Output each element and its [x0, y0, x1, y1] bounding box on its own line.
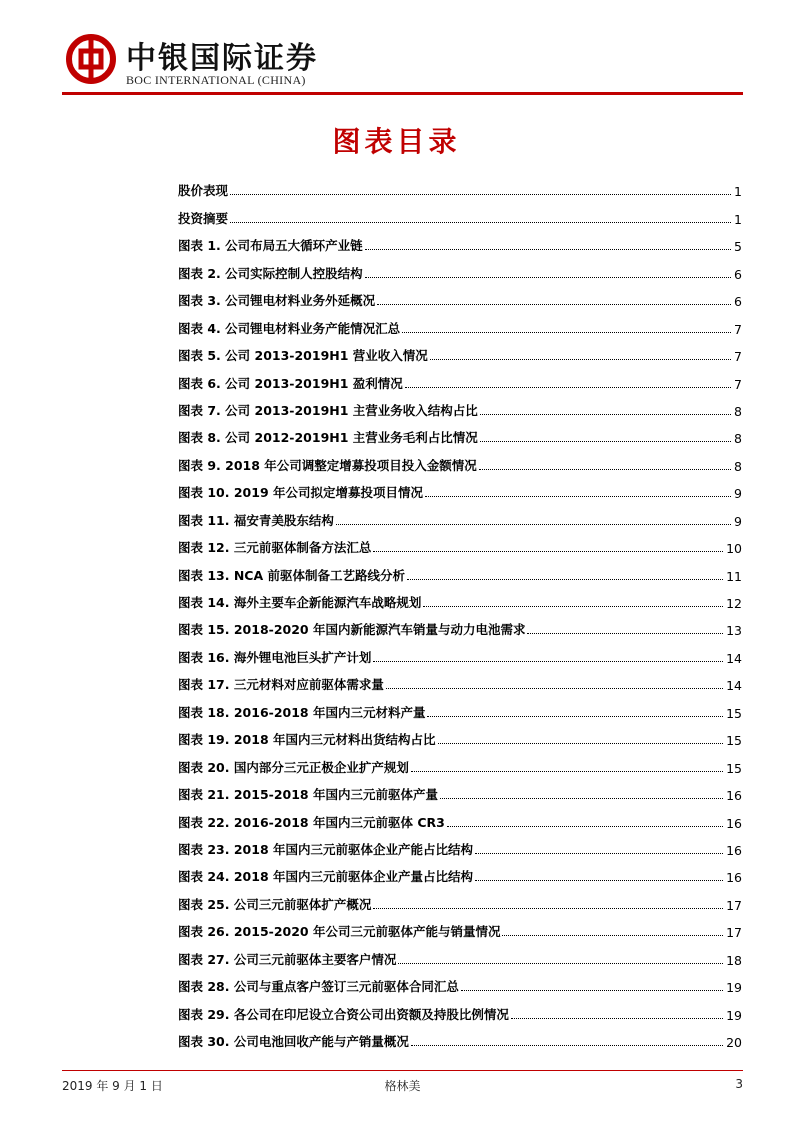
toc-entry-label: 图表 25. 公司三元前驱体扩产概况 — [178, 896, 372, 912]
toc-leader-dots — [402, 332, 731, 333]
toc-leader-dots — [440, 798, 723, 799]
toc-entry[interactable] — [178, 885, 742, 912]
toc-entry-label: 图表 11. 福安青美股东结构 — [178, 512, 334, 528]
toc-entry-label: 图表 28. 公司与重点客户签订三元前驱体合同汇总 — [178, 979, 459, 995]
toc-entry[interactable] — [178, 913, 742, 940]
toc-entry[interactable] — [178, 748, 742, 775]
toc-entry-label: 图表 29. 各公司在印尼设立合资公司出资额及持股比例情况 — [178, 1006, 509, 1022]
toc-entry-page: 14 — [726, 678, 742, 694]
brand-name-cn: 中银国际证券 — [126, 41, 318, 76]
toc-entry-page: 18 — [726, 952, 742, 968]
toc-entry-page: 13 — [726, 623, 742, 639]
toc-leader-dots — [511, 1018, 723, 1019]
toc-leader-dots — [427, 716, 723, 717]
toc-entry-page: 19 — [726, 980, 742, 996]
toc-entry-label: 图表 13. NCA 前驱体制备工艺路线分析 — [178, 567, 406, 583]
toc-entry-label: 图表 26. 2015-2020 年公司三元前驱体产能与销量情况 — [178, 924, 501, 940]
toc-leader-dots — [479, 469, 731, 470]
toc-entry[interactable] — [178, 968, 742, 995]
toc-entry[interactable] — [178, 995, 742, 1022]
toc-entry[interactable] — [178, 611, 742, 638]
toc-entry-page: 15 — [726, 760, 742, 776]
toc-entry-label: 图表 17. 三元材料对应前驱体需求量 — [178, 677, 384, 693]
toc-entry[interactable] — [178, 419, 742, 446]
toc-entry[interactable] — [178, 940, 742, 967]
table-of-contents — [178, 172, 742, 1050]
toc-entry-label: 投资摘要 — [178, 210, 229, 226]
toc-leader-dots — [438, 743, 724, 744]
page-number: 3 — [735, 1077, 743, 1091]
toc-entry-label: 图表 12. 三元前驱体制备方法汇总 — [178, 540, 372, 556]
toc-leader-dots — [398, 963, 723, 964]
brand-name-en: BOC INTERNATIONAL (CHINA) — [126, 73, 306, 87]
toc-entry[interactable] — [178, 199, 742, 226]
toc-leader-dots — [411, 771, 723, 772]
toc-leader-dots — [373, 661, 723, 662]
footer-company: 格林美 — [384, 1079, 421, 1093]
toc-entry[interactable] — [178, 227, 742, 254]
toc-leader-dots — [527, 633, 723, 634]
toc-leader-dots — [447, 826, 723, 827]
toc-entry-page: 16 — [726, 788, 742, 804]
toc-entry[interactable] — [178, 831, 742, 858]
toc-entry[interactable] — [178, 1023, 742, 1050]
toc-leader-dots — [365, 249, 731, 250]
toc-leader-dots — [230, 194, 731, 195]
toc-entry-label: 图表 2. 公司实际控制人控股结构 — [178, 265, 363, 281]
toc-entry[interactable] — [178, 638, 742, 665]
toc-entry-page: 1 — [734, 184, 742, 200]
toc-leader-dots — [425, 496, 731, 497]
toc-leader-dots — [230, 222, 731, 223]
toc-entry-label: 图表 15. 2018-2020 年国内新能源汽车销量与动力电池需求 — [178, 622, 526, 638]
toc-entry-page: 7 — [734, 376, 742, 392]
toc-leader-dots — [475, 853, 723, 854]
toc-entry-page: 7 — [734, 349, 742, 365]
toc-entry-page: 20 — [726, 1035, 742, 1050]
toc-entry-label: 图表 7. 公司 2013-2019H1 主营业务收入结构占比 — [178, 402, 478, 418]
toc-leader-dots — [407, 579, 723, 580]
toc-leader-dots — [377, 304, 731, 305]
toc-entry-page: 15 — [726, 733, 742, 749]
toc-leader-dots — [386, 688, 723, 689]
toc-leader-dots — [480, 441, 731, 442]
toc-entry-label: 图表 14. 海外主要车企新能源汽车战略规划 — [178, 595, 422, 610]
toc-entry-page: 19 — [726, 1007, 742, 1023]
toc-entry[interactable] — [178, 556, 742, 583]
toc-leader-dots — [373, 908, 723, 909]
toc-entry[interactable] — [178, 803, 742, 830]
toc-entry[interactable] — [178, 337, 742, 364]
toc-entry-page: 16 — [726, 842, 742, 858]
toc-entry-label: 图表 21. 2015-2018 年国内三元前驱体产量 — [178, 787, 438, 803]
toc-entry[interactable] — [178, 446, 742, 473]
toc-entry-page: 17 — [726, 925, 742, 941]
toc-entry-label: 图表 6. 公司 2013-2019H1 盈利情况 — [178, 375, 403, 391]
toc-leader-dots — [365, 277, 731, 278]
toc-leader-dots — [423, 606, 723, 607]
toc-entry-label: 图表 3. 公司锂电材料业务外延概况 — [178, 293, 376, 309]
toc-entry[interactable] — [178, 392, 742, 419]
toc-leader-dots — [405, 387, 731, 388]
toc-entry-label: 图表 5. 公司 2013-2019H1 营业收入情况 — [178, 348, 428, 364]
toc-entry[interactable] — [178, 364, 742, 391]
toc-leader-dots — [373, 551, 723, 552]
toc-entry-page: 7 — [734, 321, 742, 337]
footer-date: 2019 年 9 月 1 日 — [62, 1079, 163, 1093]
toc-entry[interactable] — [178, 666, 742, 693]
toc-entry[interactable] — [178, 474, 742, 501]
toc-leader-dots — [475, 880, 723, 881]
toc-entry-page: 8 — [734, 431, 742, 447]
toc-entry[interactable] — [178, 693, 742, 720]
toc-entry-page: 1 — [734, 211, 742, 227]
toc-entry-label: 图表 18. 2016-2018 年国内三元材料产量 — [178, 704, 426, 720]
toc-entry[interactable] — [178, 501, 742, 528]
toc-entry-label: 图表 24. 2018 年国内三元前驱体企业产量占比结构 — [178, 869, 473, 885]
toc-entry-label: 图表 4. 公司锂电材料业务产能情况汇总 — [178, 320, 401, 336]
toc-entry-page: 16 — [726, 870, 742, 886]
toc-entry[interactable] — [178, 776, 742, 803]
toc-leader-dots — [430, 359, 731, 360]
toc-entry[interactable] — [178, 584, 742, 611]
toc-entry-label: 图表 23. 2018 年国内三元前驱体企业产能占比结构 — [178, 841, 473, 857]
toc-leader-dots — [411, 1045, 723, 1046]
toc-entry-label: 股价表现 — [178, 183, 229, 199]
toc-leader-dots — [461, 990, 723, 991]
toc-entry-label: 图表 8. 公司 2012-2019H1 主营业务毛利占比情况 — [178, 430, 478, 446]
toc-leader-dots — [502, 935, 723, 936]
toc-entry-label: 图表 19. 2018 年国内三元材料出货结构占比 — [178, 732, 436, 748]
toc-entry[interactable] — [178, 172, 742, 199]
toc-entry-page: 9 — [734, 486, 742, 502]
toc-entry-page: 17 — [726, 897, 742, 913]
toc-entry-page: 16 — [726, 815, 742, 831]
toc-entry-page: 6 — [734, 266, 742, 282]
toc-entry-label: 图表 20. 国内部分三元正极企业扩产规划 — [178, 759, 409, 775]
toc-entry-page: 8 — [734, 403, 742, 419]
toc-entry[interactable] — [178, 529, 742, 556]
footer-divider — [62, 1070, 743, 1071]
toc-entry-page: 14 — [726, 650, 742, 666]
toc-entry[interactable] — [178, 858, 742, 885]
toc-leader-dots — [480, 414, 731, 415]
toc-entry-label: 图表 30. 公司电池回收产能与产销量概况 — [178, 1034, 409, 1049]
header-divider — [62, 92, 743, 95]
toc-entry-page: 12 — [726, 596, 742, 611]
toc-entry-page: 15 — [726, 705, 742, 721]
toc-entry-label: 图表 10. 2019 年公司拟定增募投项目情况 — [178, 485, 423, 501]
toc-entry-page: 5 — [734, 239, 742, 255]
toc-entry-label: 图表 16. 海外锂电池巨头扩产计划 — [178, 649, 372, 665]
toc-entry-page: 10 — [726, 541, 742, 557]
page-title: 图表目录 — [332, 125, 461, 158]
toc-entry-label: 图表 27. 公司三元前驱体主要客户情况 — [178, 951, 397, 967]
toc-entry-page: 6 — [734, 294, 742, 310]
toc-entry-label: 图表 22. 2016-2018 年国内三元前驱体 CR3 — [178, 814, 445, 830]
toc-leader-dots — [336, 524, 731, 525]
toc-entry[interactable] — [178, 309, 742, 336]
boc-logo-icon — [66, 34, 116, 84]
toc-entry[interactable] — [178, 282, 742, 309]
toc-entry-page: 9 — [734, 513, 742, 529]
toc-entry[interactable] — [178, 721, 742, 748]
toc-entry[interactable] — [178, 254, 742, 281]
header — [62, 30, 743, 98]
toc-entry-page: 11 — [726, 568, 742, 584]
toc-entry-label: 图表 1. 公司布局五大循环产业链 — [178, 238, 363, 254]
toc-entry-page: 8 — [734, 458, 742, 474]
toc-entry-label: 图表 9. 2018 年公司调整定增募投项目投入金额情况 — [178, 457, 477, 473]
